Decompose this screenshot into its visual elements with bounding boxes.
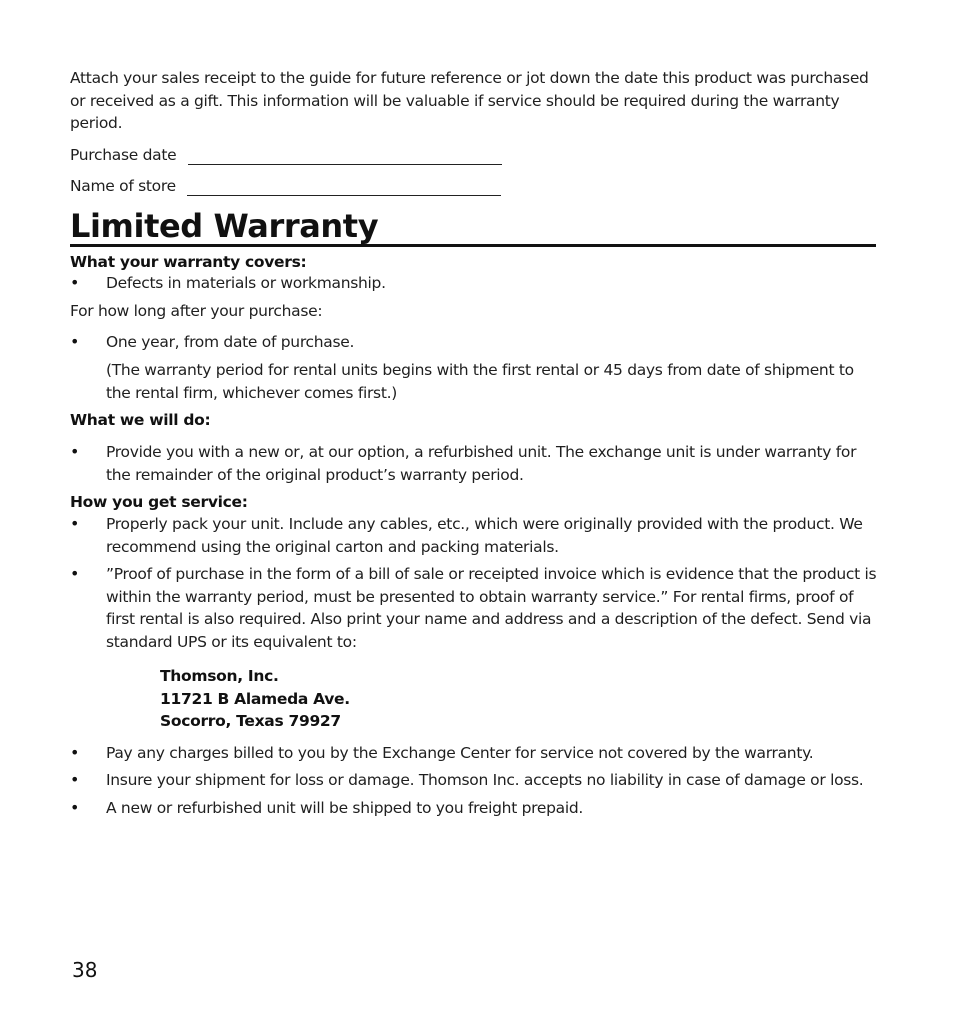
list-item-text: Provide you with a new or, at our option, a refurbished unit. The exchange unit is under warranty for the remainder of the original product’s warranty period.: [106, 443, 857, 484]
address-line: 11721 B Alameda Ave.: [160, 689, 350, 708]
purchase-date-label: Purchase date: [70, 146, 177, 164]
bullet-icon: •: [70, 564, 80, 583]
bullet-icon: •: [70, 273, 80, 292]
bullet-icon: •: [70, 332, 80, 351]
list-item-text: Insure your shipment for loss or damage. Thomson Inc. accepts no liability in case of damage or loss.: [106, 771, 864, 789]
list-item-text: Properly pack your unit. Include any cables, etc., which were originally provided with the product. We recommend using the original carton and packing materials.: [106, 515, 863, 556]
duration-question: For how long after your purchase:: [70, 302, 323, 320]
bullet-icon: •: [70, 514, 80, 533]
store-name-field[interactable]: [187, 195, 501, 196]
bullet-icon: •: [70, 442, 80, 461]
covers-heading: What your warranty covers:: [70, 253, 307, 271]
store-name-label: Name of store: [70, 177, 176, 195]
list-item-text: ”Proof of purchase in the form of a bill of sale or receipted invoice which is evidence that the product is within the warranty period, must be presented to obtain warranty service.” For rental firms, proof of first rental is also required. Also print your name and address and a description of the defect. Send via standard UPS or its equivalent to:: [106, 565, 877, 651]
rental-note: (The warranty period for rental units begins with the first rental or 45 days from date of shipment to the rental firm, whichever comes first.): [106, 361, 854, 402]
list-item-text: Pay any charges billed to you by the Exchange Center for service not covered by the warranty.: [106, 744, 814, 762]
list-item-text: One year, from date of purchase.: [106, 333, 355, 351]
address-line: Socorro, Texas 79927: [160, 712, 341, 730]
mailing-address: [160, 665, 350, 733]
page-title-rule: [70, 203, 876, 247]
service-heading: How you get service:: [70, 493, 248, 511]
address-line: Thomson, Inc.: [160, 667, 279, 685]
will-do-heading: What we will do:: [70, 411, 211, 429]
intro-paragraph: Attach your sales receipt to the guide for future reference or jot down the date this product was purchased or received as a gift. This information will be valuable if service should be required during the warranty period.: [70, 69, 869, 132]
bullet-icon: •: [70, 743, 80, 762]
bullet-icon: •: [70, 770, 80, 789]
list-item-text: Defects in materials or workmanship.: [106, 274, 386, 292]
list-item-text: A new or refurbished unit will be shipped to you freight prepaid.: [106, 799, 584, 817]
bullet-icon: •: [70, 798, 80, 817]
page-number: 38: [72, 958, 98, 982]
purchase-date-field[interactable]: [188, 164, 502, 165]
page-title: Limited Warranty: [70, 207, 379, 245]
